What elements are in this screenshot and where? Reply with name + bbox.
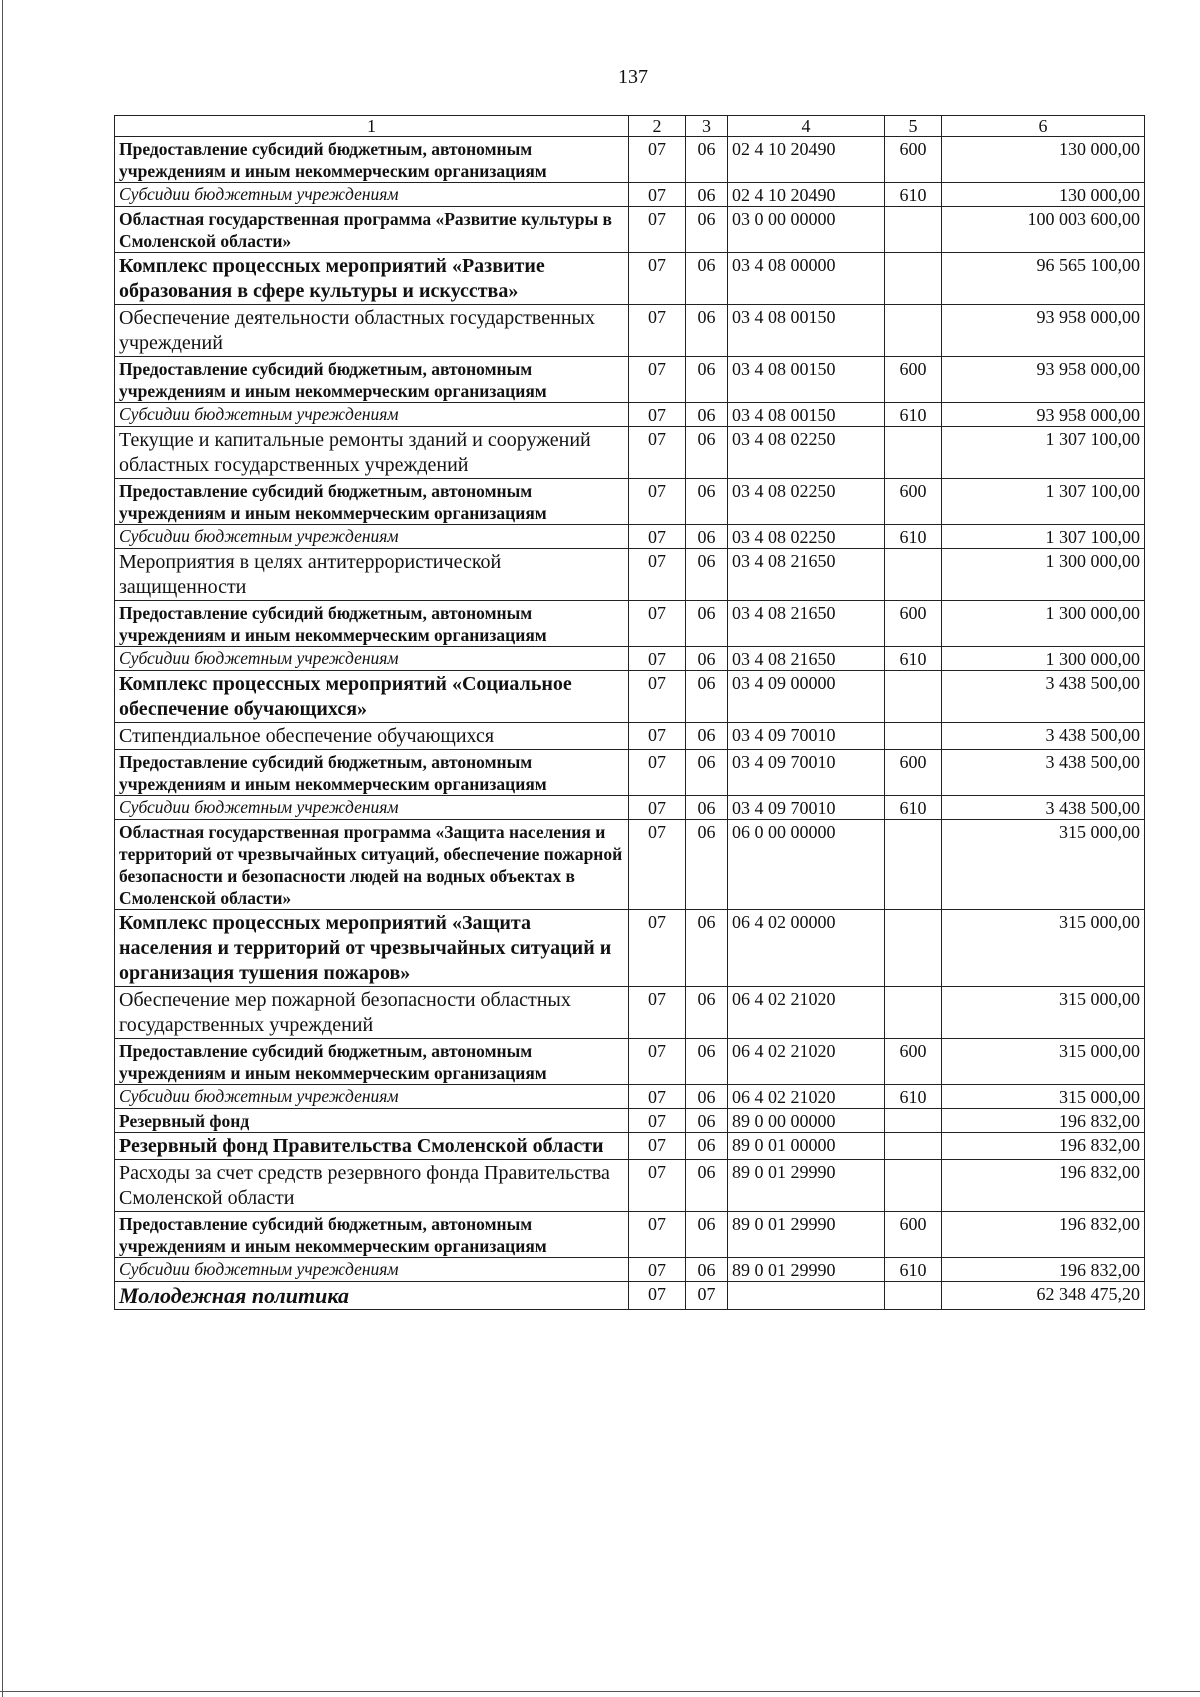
section-code: 07: [629, 1039, 686, 1085]
amount: 196 832,00: [942, 1133, 1145, 1160]
section-code: 07: [629, 1282, 686, 1310]
expense-type-code: [885, 1109, 942, 1133]
subsection-code: 06: [686, 671, 728, 723]
expense-type-code: 610: [885, 525, 942, 549]
expenditure-name: Резервный фонд Правительства Смоленской области: [115, 1133, 629, 1160]
amount: 130 000,00: [942, 183, 1145, 207]
table-row: [115, 1212, 1145, 1258]
expense-type-code: 600: [885, 137, 942, 183]
section-code: 07: [629, 1109, 686, 1133]
amount: 62 348 475,20: [942, 1282, 1145, 1310]
amount: 93 958 000,00: [942, 357, 1145, 403]
subsection-code: 06: [686, 357, 728, 403]
table-row: [115, 601, 1145, 647]
subsection-code: 06: [686, 137, 728, 183]
expense-type-code: 610: [885, 796, 942, 820]
amount: 196 832,00: [942, 1160, 1145, 1212]
table-row: [115, 723, 1145, 750]
expense-type-code: 600: [885, 479, 942, 525]
expenditure-name: Комплекс процессных мероприятий «Социальное обеспечение обучающихся»: [115, 671, 629, 723]
expenditure-name: Обеспечение мер пожарной безопасности областных государственных учреждений: [115, 987, 629, 1039]
expenditure-name: Субсидии бюджетным учреждениям: [115, 525, 629, 549]
expense-type-code: [885, 1160, 942, 1212]
target-article-code: 03 4 09 70010: [728, 723, 885, 750]
expense-type-code: 610: [885, 183, 942, 207]
amount: 315 000,00: [942, 1085, 1145, 1109]
expenditure-name: Предоставление субсидий бюджетным, автономным учреждениям и иным некоммерческим организациям: [115, 137, 629, 183]
section-code: 07: [629, 357, 686, 403]
target-article-code: 03 4 08 21650: [728, 601, 885, 647]
amount: 93 958 000,00: [942, 305, 1145, 357]
target-article-code: 89 0 01 29990: [728, 1160, 885, 1212]
expense-type-code: [885, 207, 942, 253]
section-code: 07: [629, 647, 686, 671]
table-row: [115, 1160, 1145, 1212]
subsection-code: 06: [686, 207, 728, 253]
page-frame-left: [2, 0, 3, 1697]
column-number: 6: [942, 116, 1145, 137]
subsection-code: 06: [686, 987, 728, 1039]
subsection-code: 06: [686, 525, 728, 549]
target-article-code: 03 4 08 21650: [728, 647, 885, 671]
section-code: 07: [629, 1258, 686, 1282]
amount: 315 000,00: [942, 987, 1145, 1039]
amount: 1 307 100,00: [942, 427, 1145, 479]
section-code: 07: [629, 723, 686, 750]
expenditure-name: Субсидии бюджетным учреждениям: [115, 403, 629, 427]
expense-type-code: [885, 549, 942, 601]
section-code: 07: [629, 1212, 686, 1258]
table-row: [115, 1039, 1145, 1085]
expenditure-name: Субсидии бюджетным учреждениям: [115, 1258, 629, 1282]
amount: 1 300 000,00: [942, 601, 1145, 647]
amount: 130 000,00: [942, 137, 1145, 183]
subsection-code: 06: [686, 1258, 728, 1282]
expenditure-name: Предоставление субсидий бюджетным, автономным учреждениям и иным некоммерческим организациям: [115, 1039, 629, 1085]
expense-type-code: 600: [885, 1212, 942, 1258]
subsection-code: 06: [686, 1085, 728, 1109]
amount: 93 958 000,00: [942, 403, 1145, 427]
section-code: 07: [629, 796, 686, 820]
amount: 315 000,00: [942, 820, 1145, 910]
expense-type-code: [885, 1282, 942, 1310]
expenditure-name: Мероприятия в целях антитеррористической защищенности: [115, 549, 629, 601]
expenditure-name: Расходы за счет средств резервного фонда Правительства Смоленской области: [115, 1160, 629, 1212]
expenditure-name: Предоставление субсидий бюджетным, автономным учреждениям и иным некоммерческим организациям: [115, 1212, 629, 1258]
expense-type-code: [885, 910, 942, 987]
target-article-code: 03 4 08 21650: [728, 549, 885, 601]
section-code: 07: [629, 820, 686, 910]
expense-type-code: 600: [885, 601, 942, 647]
subsection-code: 06: [686, 1109, 728, 1133]
target-article-code: 03 4 09 70010: [728, 796, 885, 820]
table-row: [115, 1133, 1145, 1160]
expenditure-name: Стипендиальное обеспечение обучающихся: [115, 723, 629, 750]
table-row: [115, 820, 1145, 910]
target-article-code: 03 4 08 00150: [728, 305, 885, 357]
table-row: [115, 1258, 1145, 1282]
amount: 196 832,00: [942, 1109, 1145, 1133]
target-article-code: 89 0 00 00000: [728, 1109, 885, 1133]
budget-table: [114, 115, 1145, 1310]
target-article-code: 02 4 10 20490: [728, 183, 885, 207]
expenditure-name: Молодежная политика: [115, 1282, 629, 1310]
expenditure-name: Субсидии бюджетным учреждениям: [115, 183, 629, 207]
target-article-code: 06 4 02 21020: [728, 987, 885, 1039]
section-code: 07: [629, 671, 686, 723]
amount: 315 000,00: [942, 910, 1145, 987]
expense-type-code: [885, 305, 942, 357]
amount: 96 565 100,00: [942, 253, 1145, 305]
section-code: 07: [629, 750, 686, 796]
expenditure-name: Субсидии бюджетным учреждениям: [115, 1085, 629, 1109]
target-article-code: 03 4 08 02250: [728, 427, 885, 479]
table-row: [115, 750, 1145, 796]
amount: 315 000,00: [942, 1039, 1145, 1085]
subsection-code: 06: [686, 820, 728, 910]
target-article-code: 06 0 00 00000: [728, 820, 885, 910]
subsection-code: 06: [686, 910, 728, 987]
table-row: [115, 403, 1145, 427]
target-article-code: 89 0 01 00000: [728, 1133, 885, 1160]
target-article-code: [728, 1282, 885, 1310]
section-code: 07: [629, 427, 686, 479]
target-article-code: 03 4 08 02250: [728, 479, 885, 525]
section-code: 07: [629, 1133, 686, 1160]
expenditure-name: Текущие и капитальные ремонты зданий и сооружений областных государственных учреждений: [115, 427, 629, 479]
table-row: [115, 253, 1145, 305]
subsection-code: 06: [686, 479, 728, 525]
column-number: 2: [629, 116, 686, 137]
expenditure-name: Резервный фонд: [115, 1109, 629, 1133]
expenditure-name: Областная государственная программа «Защита населения и территорий от чрезвычайных ситуаций, обеспечение пожарной безопасности и безопасности людей на водных объектах в Смоленской области»: [115, 820, 629, 910]
table-row: [115, 525, 1145, 549]
subsection-code: 06: [686, 1160, 728, 1212]
table-row: [115, 796, 1145, 820]
amount: 3 438 500,00: [942, 796, 1145, 820]
target-article-code: 89 0 01 29990: [728, 1212, 885, 1258]
table-row: [115, 910, 1145, 987]
subsection-code: 06: [686, 305, 728, 357]
subsection-code: 06: [686, 1212, 728, 1258]
expenditure-name: Предоставление субсидий бюджетным, автономным учреждениям и иным некоммерческим организациям: [115, 357, 629, 403]
section-code: 07: [629, 253, 686, 305]
subsection-code: 06: [686, 1133, 728, 1160]
expense-type-code: [885, 723, 942, 750]
subsection-code: 06: [686, 601, 728, 647]
page-frame-bottom: [0, 1691, 1200, 1692]
expense-type-code: [885, 820, 942, 910]
expenditure-name: Субсидии бюджетным учреждениям: [115, 647, 629, 671]
amount: 100 003 600,00: [942, 207, 1145, 253]
page-number: 137: [618, 66, 648, 88]
amount: 1 300 000,00: [942, 647, 1145, 671]
section-code: 07: [629, 525, 686, 549]
subsection-code: 06: [686, 723, 728, 750]
expense-type-code: 610: [885, 1258, 942, 1282]
expense-type-code: [885, 1133, 942, 1160]
section-code: 07: [629, 910, 686, 987]
section-code: 07: [629, 479, 686, 525]
target-article-code: 06 4 02 21020: [728, 1085, 885, 1109]
table-row: [115, 357, 1145, 403]
amount: 1 307 100,00: [942, 525, 1145, 549]
target-article-code: 02 4 10 20490: [728, 137, 885, 183]
target-article-code: 03 4 08 02250: [728, 525, 885, 549]
subsection-code: 06: [686, 750, 728, 796]
section-code: 07: [629, 403, 686, 427]
target-article-code: 06 4 02 00000: [728, 910, 885, 987]
amount: 196 832,00: [942, 1258, 1145, 1282]
table-row: [115, 1085, 1145, 1109]
table-row: [115, 427, 1145, 479]
section-code: 07: [629, 1160, 686, 1212]
expense-type-code: 600: [885, 1039, 942, 1085]
amount: 3 438 500,00: [942, 671, 1145, 723]
column-number: 1: [115, 116, 629, 137]
subsection-code: 07: [686, 1282, 728, 1310]
table-row: [115, 549, 1145, 601]
section-code: 07: [629, 305, 686, 357]
expense-type-code: 610: [885, 647, 942, 671]
amount: 1 300 000,00: [942, 549, 1145, 601]
subsection-code: 06: [686, 403, 728, 427]
expense-type-code: [885, 671, 942, 723]
table-row: [115, 987, 1145, 1039]
expenditure-name: Областная государственная программа «Развитие культуры в Смоленской области»: [115, 207, 629, 253]
expenditure-name: Комплекс процессных мероприятий «Защита населения и территорий от чрезвычайных ситуаций и организация тушения пожаров»: [115, 910, 629, 987]
column-number: 5: [885, 116, 942, 137]
target-article-code: 03 4 09 70010: [728, 750, 885, 796]
subsection-code: 06: [686, 647, 728, 671]
table-row: [115, 671, 1145, 723]
subsection-code: 06: [686, 183, 728, 207]
table-row: [115, 305, 1145, 357]
table-row: [115, 647, 1145, 671]
expenditure-name: Предоставление субсидий бюджетным, автономным учреждениям и иным некоммерческим организациям: [115, 750, 629, 796]
target-article-code: 03 4 08 00150: [728, 403, 885, 427]
section-code: 07: [629, 207, 686, 253]
subsection-code: 06: [686, 1039, 728, 1085]
section-code: 07: [629, 987, 686, 1039]
expenditure-name: Субсидии бюджетным учреждениям: [115, 796, 629, 820]
target-article-code: 03 4 08 00000: [728, 253, 885, 305]
subsection-code: 06: [686, 253, 728, 305]
table-row: [115, 1109, 1145, 1133]
amount: 1 307 100,00: [942, 479, 1145, 525]
budget-table-body: [115, 116, 1145, 1310]
subsection-code: 06: [686, 427, 728, 479]
subsection-code: 06: [686, 796, 728, 820]
expense-type-code: 600: [885, 357, 942, 403]
column-number: 3: [686, 116, 728, 137]
amount: 3 438 500,00: [942, 750, 1145, 796]
target-article-code: 03 4 09 00000: [728, 671, 885, 723]
subsection-code: 06: [686, 549, 728, 601]
expense-type-code: 610: [885, 1085, 942, 1109]
expenditure-name: Предоставление субсидий бюджетным, автономным учреждениям и иным некоммерческим организациям: [115, 601, 629, 647]
table-row: [115, 1282, 1145, 1310]
table-row: [115, 207, 1145, 253]
table-row: [115, 137, 1145, 183]
column-number: 4: [728, 116, 885, 137]
expense-type-code: [885, 427, 942, 479]
expenditure-name: Обеспечение деятельности областных государственных учреждений: [115, 305, 629, 357]
expense-type-code: 600: [885, 750, 942, 796]
expense-type-code: [885, 253, 942, 305]
table-row: [115, 183, 1145, 207]
section-code: 07: [629, 183, 686, 207]
section-code: 07: [629, 549, 686, 601]
section-code: 07: [629, 137, 686, 183]
target-article-code: 06 4 02 21020: [728, 1039, 885, 1085]
table-row: [115, 479, 1145, 525]
expense-type-code: [885, 987, 942, 1039]
target-article-code: 89 0 01 29990: [728, 1258, 885, 1282]
target-article-code: 03 4 08 00150: [728, 357, 885, 403]
section-code: 07: [629, 1085, 686, 1109]
column-number-row: [115, 116, 1145, 137]
amount: 3 438 500,00: [942, 723, 1145, 750]
amount: 196 832,00: [942, 1212, 1145, 1258]
target-article-code: 03 0 00 00000: [728, 207, 885, 253]
section-code: 07: [629, 601, 686, 647]
expenditure-name: Предоставление субсидий бюджетным, автономным учреждениям и иным некоммерческим организациям: [115, 479, 629, 525]
expenditure-name: Комплекс процессных мероприятий «Развитие образования в сфере культуры и искусства»: [115, 253, 629, 305]
expense-type-code: 610: [885, 403, 942, 427]
